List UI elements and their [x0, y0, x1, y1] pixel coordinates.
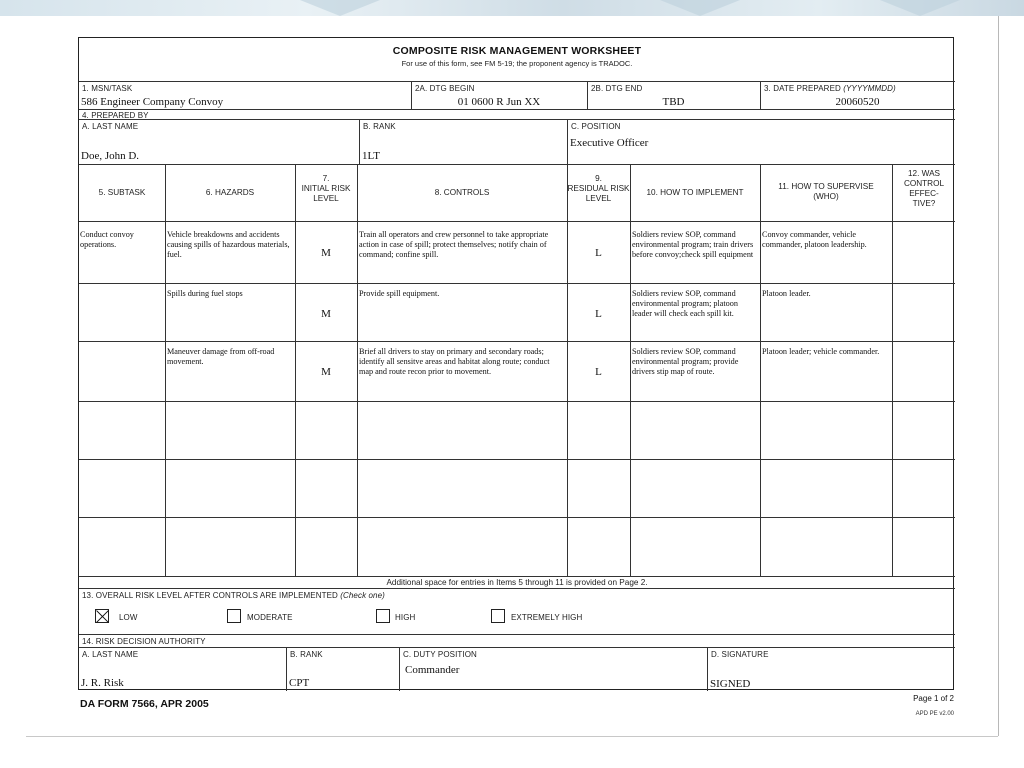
date-prepared-label	[764, 84, 896, 93]
msn-task-label: 1. MSN/TASK	[82, 84, 133, 93]
row2-supervise[interactable]: Platoon leader.	[762, 289, 811, 298]
row2-implement[interactable]: Soldiers review SOP, command environmental program; platoon leader will check each spill kit.	[632, 289, 738, 319]
additional-space-note: Additional space for entries in Items 5 through 11 is provided on Page 2.	[386, 578, 648, 587]
col-header-residual-number: 9.	[595, 174, 602, 183]
dtg-begin-field[interactable]: 01 0600 R Jun XX	[457, 96, 541, 108]
overall-risk-hint: (Check one)	[340, 591, 385, 600]
form-version: APD PE v2.00	[915, 711, 954, 717]
signature-label: D. SIGNATURE	[711, 650, 769, 659]
row3-implement[interactable]: Soldiers review SOP, command environmental program; provide drivers stip map of route.	[632, 347, 739, 377]
date-prepared-label-text: 3. DATE PREPARED	[764, 84, 841, 93]
row3-residual-risk[interactable]: L	[595, 366, 602, 378]
row1-subtask[interactable]: Conduct convoy operations.	[80, 230, 134, 250]
position-field[interactable]: Executive Officer	[570, 137, 649, 149]
risk-moderate-label: MODERATE	[247, 613, 293, 622]
overall-risk-label-text: 13. OVERALL RISK LEVEL AFTER CONTROLS ARE IMPLEMENTED	[82, 591, 338, 600]
table-row-empty[interactable]	[79, 518, 955, 576]
risk-moderate-checkbox[interactable]	[227, 609, 241, 623]
duty-position-label: C. DUTY POSITION	[403, 650, 477, 659]
row3-control[interactable]: Brief all drivers to stay on primary and secondary roads; identify all sensitve areas and habitat along route; conduct map and route recon prior to movement.	[359, 347, 550, 377]
last-name-label: A. LAST NAME	[82, 122, 139, 131]
risk-low-label: LOW	[119, 613, 138, 622]
banner-decoration	[660, 0, 740, 16]
dtg-end-field[interactable]: TBD	[662, 96, 685, 108]
frame-border	[26, 736, 998, 737]
col-header-residual-text: RESIDUAL RISK LEVEL	[567, 184, 630, 203]
col-header-residual-risk	[567, 174, 630, 204]
page-number: Page 1 of 2	[913, 694, 954, 703]
row2-hazard[interactable]: Spills during fuel stops	[167, 289, 243, 298]
risk-high-label: HIGH	[395, 613, 416, 622]
rank-field[interactable]: 1LT	[362, 150, 380, 162]
banner-decoration	[300, 0, 380, 16]
row1-initial-risk[interactable]: M	[321, 247, 331, 259]
position-label: C. POSITION	[571, 122, 621, 131]
authority-rank-label: B. RANK	[290, 650, 323, 659]
date-format-hint: (YYYYMMDD)	[843, 84, 896, 93]
rank-label: B. RANK	[363, 122, 396, 131]
frame-border	[998, 16, 999, 736]
date-prepared-field[interactable]: 20060520	[835, 96, 880, 108]
banner-decoration	[880, 0, 960, 16]
risk-authority-label: 14. RISK DECISION AUTHORITY	[82, 637, 206, 646]
col-header-initial-text: INITIAL RISK LEVEL	[301, 184, 351, 203]
last-name-field[interactable]: Doe, John D.	[81, 150, 140, 162]
table-row-empty[interactable]	[79, 402, 955, 459]
duty-position-field[interactable]: Commander	[405, 664, 460, 676]
prepared-by-label: 4. PREPARED BY	[82, 111, 149, 120]
col-header-subtask: 5. SUBTASK	[98, 188, 146, 197]
col-header-initial-risk	[295, 174, 357, 204]
dtg-end-label: 2B. DTG END	[591, 84, 643, 93]
risk-high-checkbox[interactable]	[376, 609, 390, 623]
row3-supervise[interactable]: Platoon leader; vehicle commander.	[762, 347, 880, 356]
row2-residual-risk[interactable]: L	[595, 308, 602, 320]
col-header-initial-number: 7.	[322, 174, 330, 183]
row1-residual-risk[interactable]: L	[595, 247, 602, 259]
form-title: COMPOSITE RISK MANAGEMENT WORKSHEET	[392, 45, 642, 57]
row1-hazard[interactable]: Vehicle breakdowns and accidents causing spills of hazardous materials, fuel.	[167, 230, 290, 260]
overall-risk-label	[82, 591, 385, 600]
row2-initial-risk[interactable]: M	[321, 308, 331, 320]
row1-implement[interactable]: Soldiers review SOP, command environmental program; train drivers before convoy;check spill equipment	[632, 230, 754, 260]
row3-hazard[interactable]: Maneuver damage from off-road movement.	[167, 347, 275, 367]
risk-low-checkbox[interactable]	[95, 609, 109, 623]
col-header-controls: 8. CONTROLS	[434, 188, 490, 197]
row1-control[interactable]: Train all operators and crew personnel to take appropriate action in case of spill; protect themselves; notify chain of command; confine spill.	[359, 230, 549, 260]
col-header-implement: 10. HOW TO IMPLEMENT	[646, 188, 744, 197]
authority-rank-field[interactable]: CPT	[289, 677, 310, 689]
dtg-begin-label: 2A. DTG BEGIN	[415, 84, 475, 93]
col-header-supervise: 11. HOW TO SUPERVISE (WHO)	[778, 182, 874, 201]
col-header-effective: 12. WAS CONTROL EFFEC- TIVE?	[903, 169, 945, 208]
risk-extremely-high-label: EXTREMELY HIGH	[511, 613, 583, 622]
row3-initial-risk[interactable]: M	[321, 366, 331, 378]
msn-task-field[interactable]: 586 Engineer Company Convoy	[81, 96, 224, 108]
risk-extremely-high-checkbox[interactable]	[491, 609, 505, 623]
authority-last-name-label: A. LAST NAME	[82, 650, 139, 659]
form-subtitle: For use of this form, see FM 5-19; the proponent agency is TRADOC.	[401, 59, 633, 68]
col-header-hazards: 6. HAZARDS	[205, 188, 255, 197]
top-banner	[0, 0, 1024, 16]
row1-supervise[interactable]: Convoy commander, vehicle commander, platoon leadership.	[762, 230, 867, 250]
risk-worksheet-form	[78, 37, 954, 690]
form-id: DA FORM 7566, APR 2005	[80, 698, 209, 710]
table-row-empty[interactable]	[79, 460, 955, 517]
row2-control[interactable]: Provide spill equipment.	[359, 289, 440, 298]
authority-last-name-field[interactable]: J. R. Risk	[81, 677, 124, 689]
signature-field[interactable]: SIGNED	[710, 678, 751, 690]
